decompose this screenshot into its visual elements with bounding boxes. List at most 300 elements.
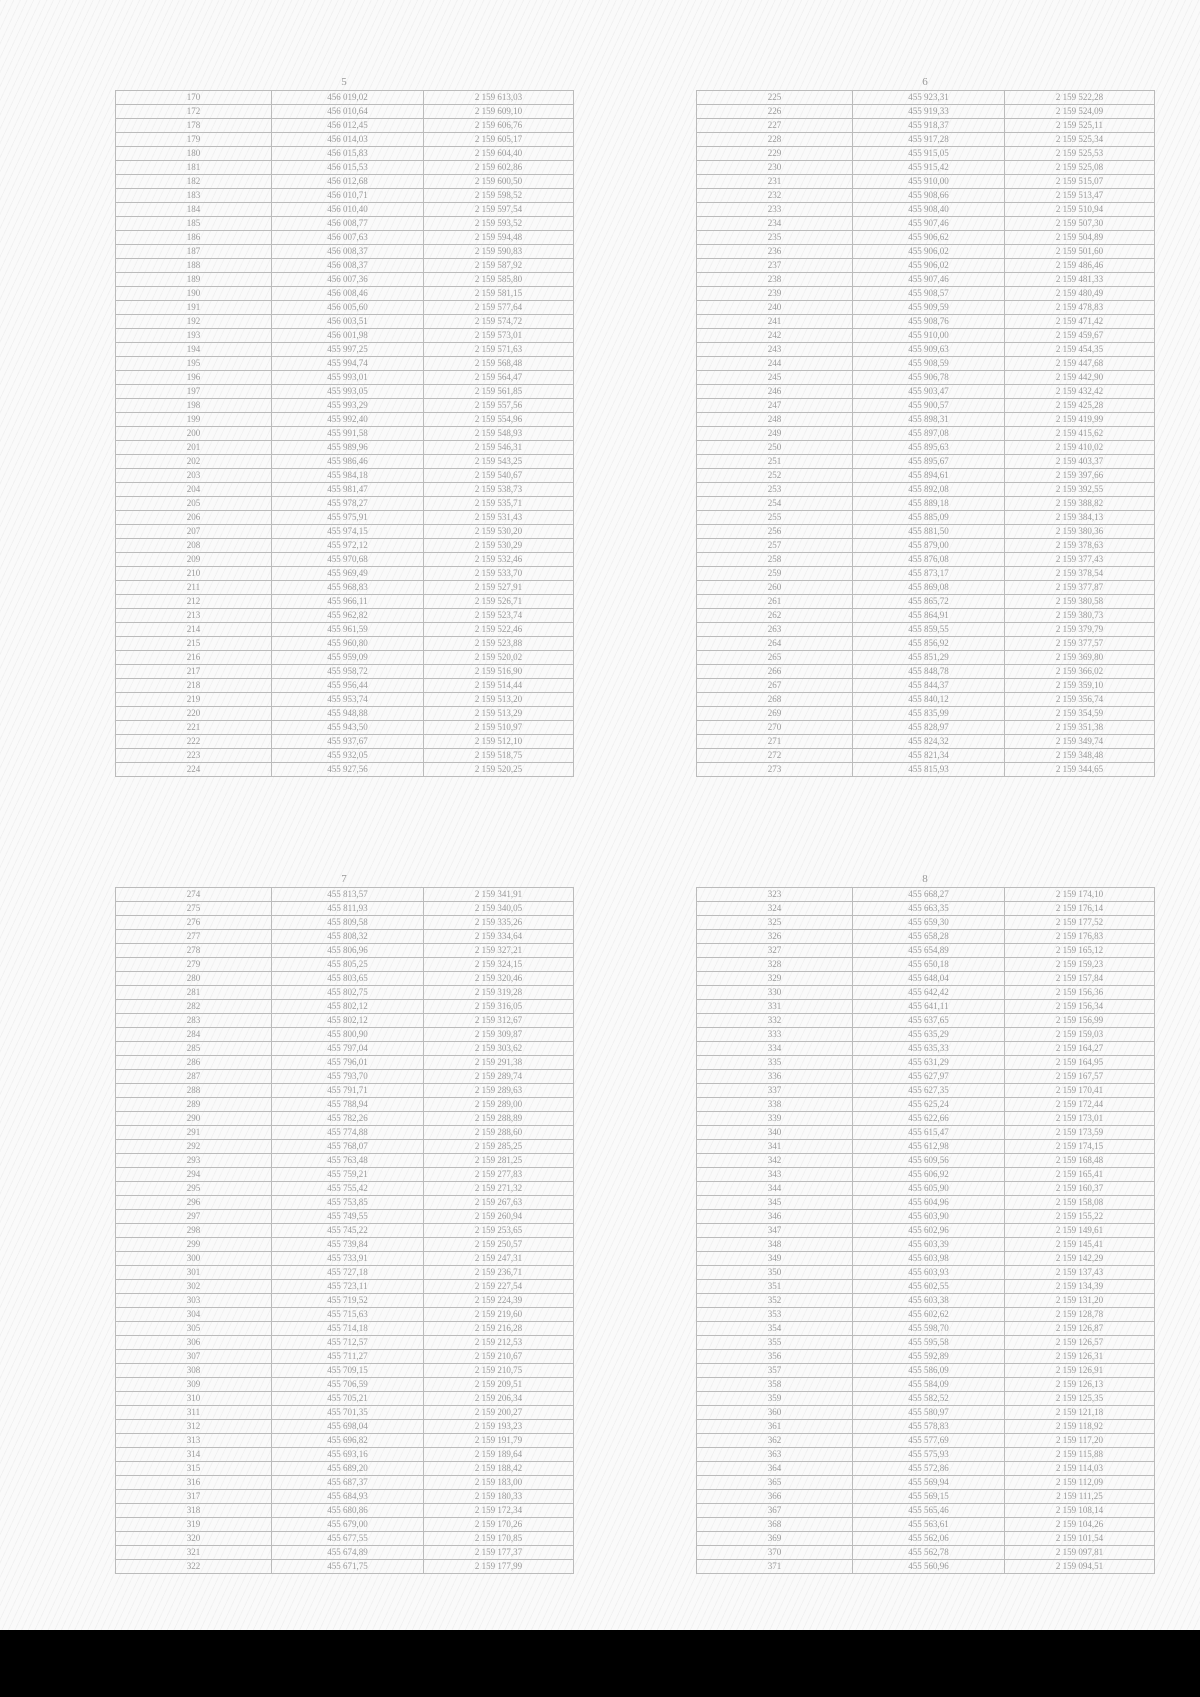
x-coordinate-cell: 455 605,90 bbox=[853, 1182, 1005, 1196]
x-coordinate-cell: 455 715,63 bbox=[272, 1308, 424, 1322]
point-number-cell: 246 bbox=[697, 385, 853, 399]
x-coordinate-cell: 455 991,58 bbox=[272, 427, 424, 441]
x-coordinate-cell: 455 572,86 bbox=[853, 1462, 1005, 1476]
point-number-cell: 272 bbox=[697, 749, 853, 763]
table-row bbox=[697, 301, 1155, 315]
table-row bbox=[697, 1042, 1155, 1056]
page-number: 5 bbox=[341, 76, 347, 88]
x-coordinate-cell: 455 565,46 bbox=[853, 1504, 1005, 1518]
table-row bbox=[116, 1182, 574, 1196]
point-number-cell: 194 bbox=[116, 343, 272, 357]
table-row bbox=[116, 1406, 574, 1420]
table-row bbox=[116, 371, 574, 385]
y-coordinate-cell: 2 159 285,25 bbox=[424, 1140, 574, 1154]
x-coordinate-cell: 455 674,89 bbox=[272, 1546, 424, 1560]
x-coordinate-cell: 456 008,37 bbox=[272, 259, 424, 273]
point-number-cell: 371 bbox=[697, 1560, 853, 1574]
table-row bbox=[697, 1112, 1155, 1126]
point-number-cell: 237 bbox=[697, 259, 853, 273]
point-number-cell: 297 bbox=[116, 1210, 272, 1224]
x-coordinate-cell: 455 919,33 bbox=[853, 105, 1005, 119]
table-row bbox=[116, 245, 574, 259]
y-coordinate-cell: 2 159 277,83 bbox=[424, 1168, 574, 1182]
table-row bbox=[116, 1378, 574, 1392]
table-row bbox=[697, 944, 1155, 958]
x-coordinate-cell: 455 803,65 bbox=[272, 972, 424, 986]
point-number-cell: 355 bbox=[697, 1336, 853, 1350]
x-coordinate-cell: 455 569,94 bbox=[853, 1476, 1005, 1490]
point-number-cell: 317 bbox=[116, 1490, 272, 1504]
point-number-cell: 335 bbox=[697, 1056, 853, 1070]
x-coordinate-cell: 455 881,50 bbox=[853, 525, 1005, 539]
x-coordinate-cell: 455 876,08 bbox=[853, 553, 1005, 567]
y-coordinate-cell: 2 159 289,00 bbox=[424, 1098, 574, 1112]
x-coordinate-cell: 455 745,22 bbox=[272, 1224, 424, 1238]
table-row bbox=[697, 1448, 1155, 1462]
point-number-cell: 269 bbox=[697, 707, 853, 721]
y-coordinate-cell: 2 159 512,10 bbox=[424, 735, 574, 749]
x-coordinate-cell: 455 927,56 bbox=[272, 763, 424, 777]
point-number-cell: 283 bbox=[116, 1014, 272, 1028]
x-coordinate-cell: 456 019,02 bbox=[272, 91, 424, 105]
point-number-cell: 239 bbox=[697, 287, 853, 301]
table-row bbox=[116, 413, 574, 427]
x-coordinate-cell: 455 917,28 bbox=[853, 133, 1005, 147]
x-coordinate-cell: 456 008,77 bbox=[272, 217, 424, 231]
point-number-cell: 186 bbox=[116, 231, 272, 245]
x-coordinate-cell: 455 677,55 bbox=[272, 1532, 424, 1546]
point-number-cell: 220 bbox=[116, 707, 272, 721]
table-row bbox=[116, 427, 574, 441]
table-row bbox=[116, 1392, 574, 1406]
point-number-cell: 347 bbox=[697, 1224, 853, 1238]
table-row bbox=[697, 637, 1155, 651]
x-coordinate-cell: 455 755,42 bbox=[272, 1182, 424, 1196]
x-coordinate-cell: 455 796,01 bbox=[272, 1056, 424, 1070]
table-row bbox=[116, 1224, 574, 1238]
point-number-cell: 304 bbox=[116, 1308, 272, 1322]
x-coordinate-cell: 455 687,37 bbox=[272, 1476, 424, 1490]
y-coordinate-cell: 2 159 392,55 bbox=[1005, 483, 1155, 497]
x-coordinate-cell: 455 808,32 bbox=[272, 930, 424, 944]
y-coordinate-cell: 2 159 377,43 bbox=[1005, 553, 1155, 567]
table-row bbox=[116, 1168, 574, 1182]
table-row bbox=[116, 1154, 574, 1168]
x-coordinate-cell: 455 975,91 bbox=[272, 511, 424, 525]
point-number-cell: 266 bbox=[697, 665, 853, 679]
x-coordinate-cell: 456 010,64 bbox=[272, 105, 424, 119]
y-coordinate-cell: 2 159 210,67 bbox=[424, 1350, 574, 1364]
y-coordinate-cell: 2 159 145,41 bbox=[1005, 1238, 1155, 1252]
x-coordinate-cell: 455 706,59 bbox=[272, 1378, 424, 1392]
table-row bbox=[116, 749, 574, 763]
table-row bbox=[116, 497, 574, 511]
table-row bbox=[116, 1000, 574, 1014]
x-coordinate-cell: 455 563,61 bbox=[853, 1518, 1005, 1532]
x-coordinate-cell: 455 668,27 bbox=[853, 888, 1005, 902]
table-row bbox=[116, 1266, 574, 1280]
point-number-cell: 363 bbox=[697, 1448, 853, 1462]
table-row bbox=[116, 707, 574, 721]
x-coordinate-cell: 455 974,15 bbox=[272, 525, 424, 539]
point-number-cell: 296 bbox=[116, 1196, 272, 1210]
table-row bbox=[697, 315, 1155, 329]
y-coordinate-cell: 2 159 344,65 bbox=[1005, 763, 1155, 777]
table-row bbox=[697, 133, 1155, 147]
table-row bbox=[116, 623, 574, 637]
x-coordinate-cell: 455 961,59 bbox=[272, 623, 424, 637]
x-coordinate-cell: 455 635,29 bbox=[853, 1028, 1005, 1042]
table-row bbox=[116, 1546, 574, 1560]
table-row bbox=[697, 357, 1155, 371]
table-row bbox=[116, 1042, 574, 1056]
x-coordinate-cell: 455 802,12 bbox=[272, 1014, 424, 1028]
table-row bbox=[697, 399, 1155, 413]
table-row bbox=[697, 679, 1155, 693]
table-row bbox=[697, 1014, 1155, 1028]
coordinates-table bbox=[696, 887, 1155, 1574]
table-row bbox=[697, 609, 1155, 623]
y-coordinate-cell: 2 159 597,54 bbox=[424, 203, 574, 217]
x-coordinate-cell: 455 805,25 bbox=[272, 958, 424, 972]
x-coordinate-cell: 455 712,57 bbox=[272, 1336, 424, 1350]
table-row bbox=[697, 1070, 1155, 1084]
point-number-cell: 352 bbox=[697, 1294, 853, 1308]
x-coordinate-cell: 455 984,18 bbox=[272, 469, 424, 483]
x-coordinate-cell: 455 602,62 bbox=[853, 1308, 1005, 1322]
x-coordinate-cell: 455 906,62 bbox=[853, 231, 1005, 245]
y-coordinate-cell: 2 159 164,95 bbox=[1005, 1056, 1155, 1070]
table-row bbox=[697, 497, 1155, 511]
x-coordinate-cell: 455 989,96 bbox=[272, 441, 424, 455]
table-row bbox=[116, 469, 574, 483]
point-number-cell: 276 bbox=[116, 916, 272, 930]
y-coordinate-cell: 2 159 573,01 bbox=[424, 329, 574, 343]
y-coordinate-cell: 2 159 126,13 bbox=[1005, 1378, 1155, 1392]
table-row bbox=[116, 665, 574, 679]
y-coordinate-cell: 2 159 415,62 bbox=[1005, 427, 1155, 441]
point-number-cell: 279 bbox=[116, 958, 272, 972]
y-coordinate-cell: 2 159 377,57 bbox=[1005, 637, 1155, 651]
x-coordinate-cell: 455 962,82 bbox=[272, 609, 424, 623]
x-coordinate-cell: 455 864,91 bbox=[853, 609, 1005, 623]
point-number-cell: 338 bbox=[697, 1098, 853, 1112]
table-row bbox=[116, 1196, 574, 1210]
x-coordinate-cell: 455 768,07 bbox=[272, 1140, 424, 1154]
y-coordinate-cell: 2 159 510,97 bbox=[424, 721, 574, 735]
table-row bbox=[697, 105, 1155, 119]
x-coordinate-cell: 455 603,38 bbox=[853, 1294, 1005, 1308]
x-coordinate-cell: 455 993,01 bbox=[272, 371, 424, 385]
table-row bbox=[116, 1350, 574, 1364]
x-coordinate-cell: 455 797,04 bbox=[272, 1042, 424, 1056]
x-coordinate-cell: 456 005,60 bbox=[272, 301, 424, 315]
table-row bbox=[116, 1280, 574, 1294]
table-row bbox=[697, 972, 1155, 986]
table-row bbox=[697, 1196, 1155, 1210]
table-row bbox=[697, 217, 1155, 231]
point-number-cell: 303 bbox=[116, 1294, 272, 1308]
point-number-cell: 316 bbox=[116, 1476, 272, 1490]
table-row bbox=[116, 1336, 574, 1350]
x-coordinate-cell: 455 909,59 bbox=[853, 301, 1005, 315]
point-number-cell: 274 bbox=[116, 888, 272, 902]
table-row bbox=[116, 511, 574, 525]
x-coordinate-cell: 456 010,40 bbox=[272, 203, 424, 217]
y-coordinate-cell: 2 159 327,21 bbox=[424, 944, 574, 958]
table-row bbox=[697, 916, 1155, 930]
y-coordinate-cell: 2 159 527,91 bbox=[424, 581, 574, 595]
y-coordinate-cell: 2 159 380,36 bbox=[1005, 525, 1155, 539]
table-row bbox=[697, 1168, 1155, 1182]
table-row bbox=[697, 707, 1155, 721]
y-coordinate-cell: 2 159 174,15 bbox=[1005, 1140, 1155, 1154]
y-coordinate-cell: 2 159 378,63 bbox=[1005, 539, 1155, 553]
point-number-cell: 344 bbox=[697, 1182, 853, 1196]
y-coordinate-cell: 2 159 164,27 bbox=[1005, 1042, 1155, 1056]
table-row bbox=[116, 287, 574, 301]
x-coordinate-cell: 455 859,55 bbox=[853, 623, 1005, 637]
y-coordinate-cell: 2 159 351,38 bbox=[1005, 721, 1155, 735]
table-row bbox=[116, 343, 574, 357]
x-coordinate-cell: 455 908,40 bbox=[853, 203, 1005, 217]
y-coordinate-cell: 2 159 605,17 bbox=[424, 133, 574, 147]
table-row bbox=[697, 119, 1155, 133]
table-row bbox=[697, 1532, 1155, 1546]
y-coordinate-cell: 2 159 504,89 bbox=[1005, 231, 1155, 245]
point-number-cell: 187 bbox=[116, 245, 272, 259]
x-coordinate-cell: 455 659,30 bbox=[853, 916, 1005, 930]
y-coordinate-cell: 2 159 134,39 bbox=[1005, 1280, 1155, 1294]
point-number-cell: 268 bbox=[697, 693, 853, 707]
table-row bbox=[697, 1224, 1155, 1238]
x-coordinate-cell: 455 992,40 bbox=[272, 413, 424, 427]
point-number-cell: 302 bbox=[116, 1280, 272, 1294]
point-number-cell: 300 bbox=[116, 1252, 272, 1266]
x-coordinate-cell: 455 788,94 bbox=[272, 1098, 424, 1112]
table-row bbox=[116, 217, 574, 231]
table-row bbox=[116, 1140, 574, 1154]
point-number-cell: 256 bbox=[697, 525, 853, 539]
point-number-cell: 293 bbox=[116, 1154, 272, 1168]
point-number-cell: 200 bbox=[116, 427, 272, 441]
table-row bbox=[116, 888, 574, 902]
x-coordinate-cell: 455 696,82 bbox=[272, 1434, 424, 1448]
y-coordinate-cell: 2 159 172,44 bbox=[1005, 1098, 1155, 1112]
point-number-cell: 216 bbox=[116, 651, 272, 665]
table-row bbox=[116, 273, 574, 287]
point-number-cell: 315 bbox=[116, 1462, 272, 1476]
y-coordinate-cell: 2 159 210,75 bbox=[424, 1364, 574, 1378]
y-coordinate-cell: 2 159 115,88 bbox=[1005, 1448, 1155, 1462]
x-coordinate-cell: 455 759,21 bbox=[272, 1168, 424, 1182]
x-coordinate-cell: 455 689,20 bbox=[272, 1462, 424, 1476]
y-coordinate-cell: 2 159 564,47 bbox=[424, 371, 574, 385]
y-coordinate-cell: 2 159 101,54 bbox=[1005, 1532, 1155, 1546]
x-coordinate-cell: 455 910,00 bbox=[853, 175, 1005, 189]
y-coordinate-cell: 2 159 224,39 bbox=[424, 1294, 574, 1308]
table-row bbox=[697, 567, 1155, 581]
y-coordinate-cell: 2 159 535,71 bbox=[424, 497, 574, 511]
y-coordinate-cell: 2 159 236,71 bbox=[424, 1266, 574, 1280]
y-coordinate-cell: 2 159 188,42 bbox=[424, 1462, 574, 1476]
y-coordinate-cell: 2 159 112,09 bbox=[1005, 1476, 1155, 1490]
x-coordinate-cell: 455 885,09 bbox=[853, 511, 1005, 525]
x-coordinate-cell: 455 782,26 bbox=[272, 1112, 424, 1126]
x-coordinate-cell: 456 014,03 bbox=[272, 133, 424, 147]
y-coordinate-cell: 2 159 397,66 bbox=[1005, 469, 1155, 483]
point-number-cell: 368 bbox=[697, 1518, 853, 1532]
x-coordinate-cell: 455 972,12 bbox=[272, 539, 424, 553]
y-coordinate-cell: 2 159 359,10 bbox=[1005, 679, 1155, 693]
y-coordinate-cell: 2 159 598,52 bbox=[424, 189, 574, 203]
table-row bbox=[697, 1308, 1155, 1322]
table-row bbox=[116, 525, 574, 539]
point-number-cell: 189 bbox=[116, 273, 272, 287]
point-number-cell: 179 bbox=[116, 133, 272, 147]
x-coordinate-cell: 455 968,83 bbox=[272, 581, 424, 595]
y-coordinate-cell: 2 159 525,34 bbox=[1005, 133, 1155, 147]
y-coordinate-cell: 2 159 341,91 bbox=[424, 888, 574, 902]
point-number-cell: 356 bbox=[697, 1350, 853, 1364]
y-coordinate-cell: 2 159 524,09 bbox=[1005, 105, 1155, 119]
y-coordinate-cell: 2 159 209,51 bbox=[424, 1378, 574, 1392]
y-coordinate-cell: 2 159 114,03 bbox=[1005, 1462, 1155, 1476]
point-number-cell: 292 bbox=[116, 1140, 272, 1154]
table-row bbox=[116, 693, 574, 707]
x-coordinate-cell: 455 908,76 bbox=[853, 315, 1005, 329]
table-row bbox=[116, 1028, 574, 1042]
y-coordinate-cell: 2 159 557,56 bbox=[424, 399, 574, 413]
point-number-cell: 226 bbox=[697, 105, 853, 119]
table-row bbox=[116, 1420, 574, 1434]
table-row bbox=[697, 287, 1155, 301]
table-row bbox=[697, 1378, 1155, 1392]
x-coordinate-cell: 455 840,12 bbox=[853, 693, 1005, 707]
y-coordinate-cell: 2 159 577,64 bbox=[424, 301, 574, 315]
point-number-cell: 240 bbox=[697, 301, 853, 315]
x-coordinate-cell: 455 923,31 bbox=[853, 91, 1005, 105]
point-number-cell: 234 bbox=[697, 217, 853, 231]
point-number-cell: 357 bbox=[697, 1364, 853, 1378]
y-coordinate-cell: 2 159 442,90 bbox=[1005, 371, 1155, 385]
point-number-cell: 358 bbox=[697, 1378, 853, 1392]
x-coordinate-cell: 455 892,08 bbox=[853, 483, 1005, 497]
y-coordinate-cell: 2 159 191,79 bbox=[424, 1434, 574, 1448]
point-number-cell: 205 bbox=[116, 497, 272, 511]
point-number-cell: 195 bbox=[116, 357, 272, 371]
point-number-cell: 255 bbox=[697, 511, 853, 525]
point-number-cell: 254 bbox=[697, 497, 853, 511]
y-coordinate-cell: 2 159 260,94 bbox=[424, 1210, 574, 1224]
table-row bbox=[697, 1518, 1155, 1532]
x-coordinate-cell: 455 978,27 bbox=[272, 497, 424, 511]
point-number-cell: 312 bbox=[116, 1420, 272, 1434]
table-row bbox=[116, 119, 574, 133]
x-coordinate-cell: 455 873,17 bbox=[853, 567, 1005, 581]
point-number-cell: 309 bbox=[116, 1378, 272, 1392]
point-number-cell: 284 bbox=[116, 1028, 272, 1042]
x-coordinate-cell: 455 981,47 bbox=[272, 483, 424, 497]
x-coordinate-cell: 455 641,11 bbox=[853, 1000, 1005, 1014]
y-coordinate-cell: 2 159 177,37 bbox=[424, 1546, 574, 1560]
x-coordinate-cell: 455 603,90 bbox=[853, 1210, 1005, 1224]
x-coordinate-cell: 455 895,63 bbox=[853, 441, 1005, 455]
point-number-cell: 320 bbox=[116, 1532, 272, 1546]
table-row bbox=[697, 888, 1155, 902]
x-coordinate-cell: 455 835,99 bbox=[853, 707, 1005, 721]
point-number-cell: 319 bbox=[116, 1518, 272, 1532]
table-row bbox=[697, 231, 1155, 245]
table-row bbox=[697, 763, 1155, 777]
table-row bbox=[697, 371, 1155, 385]
y-coordinate-cell: 2 159 319,28 bbox=[424, 986, 574, 1000]
y-coordinate-cell: 2 159 546,31 bbox=[424, 441, 574, 455]
x-coordinate-cell: 455 894,61 bbox=[853, 469, 1005, 483]
x-coordinate-cell: 455 997,25 bbox=[272, 343, 424, 357]
table-row bbox=[697, 91, 1155, 105]
point-number-cell: 336 bbox=[697, 1070, 853, 1084]
point-number-cell: 342 bbox=[697, 1154, 853, 1168]
x-coordinate-cell: 455 604,96 bbox=[853, 1196, 1005, 1210]
point-number-cell: 259 bbox=[697, 567, 853, 581]
y-coordinate-cell: 2 159 137,43 bbox=[1005, 1266, 1155, 1280]
y-coordinate-cell: 2 159 097,81 bbox=[1005, 1546, 1155, 1560]
table-row bbox=[697, 1322, 1155, 1336]
table-row bbox=[116, 203, 574, 217]
y-coordinate-cell: 2 159 410,02 bbox=[1005, 441, 1155, 455]
point-number-cell: 180 bbox=[116, 147, 272, 161]
y-coordinate-cell: 2 159 094,51 bbox=[1005, 1560, 1155, 1574]
page-number: 6 bbox=[922, 76, 928, 88]
y-coordinate-cell: 2 159 253,65 bbox=[424, 1224, 574, 1238]
point-number-cell: 359 bbox=[697, 1392, 853, 1406]
x-coordinate-cell: 455 824,32 bbox=[853, 735, 1005, 749]
point-number-cell: 339 bbox=[697, 1112, 853, 1126]
table-row bbox=[116, 539, 574, 553]
y-coordinate-cell: 2 159 507,30 bbox=[1005, 217, 1155, 231]
x-coordinate-cell: 455 648,04 bbox=[853, 972, 1005, 986]
y-coordinate-cell: 2 159 117,20 bbox=[1005, 1434, 1155, 1448]
x-coordinate-cell: 455 959,09 bbox=[272, 651, 424, 665]
x-coordinate-cell: 455 958,72 bbox=[272, 665, 424, 679]
y-coordinate-cell: 2 159 522,28 bbox=[1005, 91, 1155, 105]
point-number-cell: 218 bbox=[116, 679, 272, 693]
point-number-cell: 289 bbox=[116, 1098, 272, 1112]
point-number-cell: 307 bbox=[116, 1350, 272, 1364]
table-row bbox=[697, 1350, 1155, 1364]
table-row bbox=[697, 1182, 1155, 1196]
y-coordinate-cell: 2 159 177,99 bbox=[424, 1560, 574, 1574]
x-coordinate-cell: 455 709,15 bbox=[272, 1364, 424, 1378]
point-number-cell: 348 bbox=[697, 1238, 853, 1252]
table-block-5 bbox=[115, 74, 573, 777]
point-number-cell: 207 bbox=[116, 525, 272, 539]
x-coordinate-cell: 455 915,42 bbox=[853, 161, 1005, 175]
x-coordinate-cell: 455 679,00 bbox=[272, 1518, 424, 1532]
point-number-cell: 286 bbox=[116, 1056, 272, 1070]
point-number-cell: 271 bbox=[697, 735, 853, 749]
y-coordinate-cell: 2 159 530,29 bbox=[424, 539, 574, 553]
x-coordinate-cell: 455 658,28 bbox=[853, 930, 1005, 944]
y-coordinate-cell: 2 159 156,99 bbox=[1005, 1014, 1155, 1028]
table-row bbox=[116, 721, 574, 735]
x-coordinate-cell: 455 562,78 bbox=[853, 1546, 1005, 1560]
point-number-cell: 370 bbox=[697, 1546, 853, 1560]
point-number-cell: 299 bbox=[116, 1238, 272, 1252]
point-number-cell: 277 bbox=[116, 930, 272, 944]
x-coordinate-cell: 455 749,55 bbox=[272, 1210, 424, 1224]
